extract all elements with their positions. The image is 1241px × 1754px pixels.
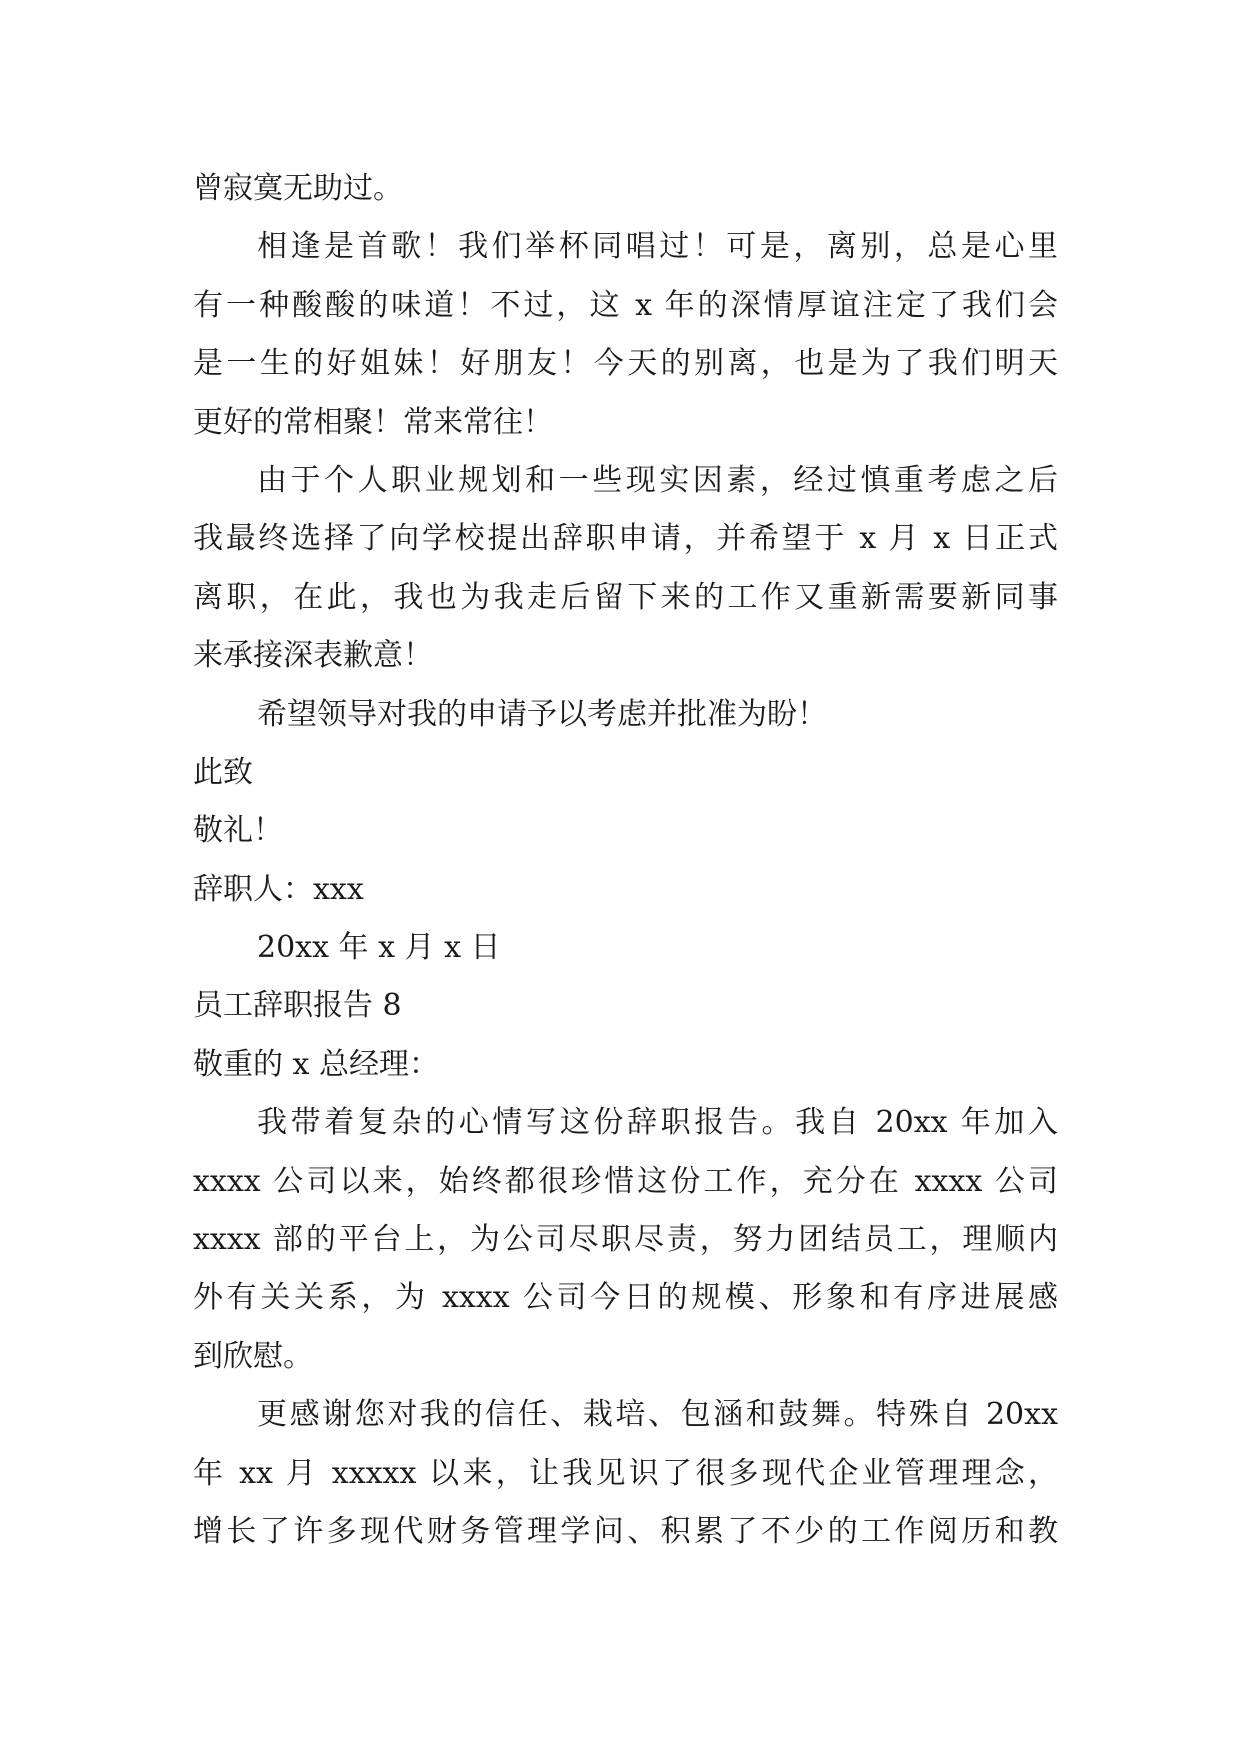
paragraph-first-line: 由于个人职业规划和一些现实因素，经过慎重考虑之后	[257, 462, 1058, 498]
text-line: xxxx 公司以来，始终都很珍惜这份工作，充分在 xxxx 公司	[193, 1163, 1058, 1199]
closing-salutation: 此致	[193, 754, 253, 790]
text-line: 离职，在此，我也为我走后留下来的工作又重新需要新同事	[193, 579, 1058, 615]
text-line: 来承接深表歉意！	[193, 638, 433, 674]
text-line: 到欣慰。	[193, 1338, 313, 1374]
document-body	[193, 160, 1058, 1561]
paragraph-first-line: 更感谢您对我的信任、栽培、包涵和鼓舞。特殊自 20xx	[257, 1397, 1058, 1433]
greeting-line: 敬重的 x 总经理：	[193, 1046, 439, 1082]
paragraph-first-line: 相逢是首歌！我们举杯同唱过！可是，离别，总是心里	[257, 229, 1058, 265]
text-line: 增长了许多现代财务管理学问、积累了不少的工作阅历和教	[193, 1513, 1058, 1549]
text-line: 有一种酸酸的味道！不过，这 x 年的深情厚谊注定了我们会	[193, 287, 1058, 323]
text-line: 更好的常相聚！常来常往！	[193, 404, 553, 440]
text-line: 曾寂寞无助过。	[193, 171, 403, 206]
paragraph-first-line: 我带着复杂的心情写这份辞职报告。我自 20xx 年加入	[257, 1105, 1058, 1141]
text-line: 年 xx 月 xxxxx 以来，让我见识了很多现代企业管理理念，	[193, 1455, 1058, 1491]
text-line: 外有关关系，为 xxxx 公司今日的规模、形象和有序进展感	[193, 1280, 1058, 1316]
text-line: 是一生的好姐妹！好朋友！今天的别离，也是为了我们明天	[193, 346, 1058, 382]
paragraph-first-line: 希望领导对我的申请予以考虑并批准为盼！	[257, 696, 827, 732]
text-line: 我最终选择了向学校提出辞职申请，并希望于 x 月 x 日正式	[193, 521, 1058, 557]
date-line: 20xx 年 x 月 x 日	[257, 930, 501, 966]
text-line: xxxx 部的平台上，为公司尽职尽责，努力团结员工，理顺内	[193, 1222, 1058, 1258]
closing-regards: 敬礼！	[193, 813, 283, 849]
section-title: 员工辞职报告 8	[193, 988, 402, 1024]
signature-line: 辞职人：xxx	[193, 871, 364, 907]
